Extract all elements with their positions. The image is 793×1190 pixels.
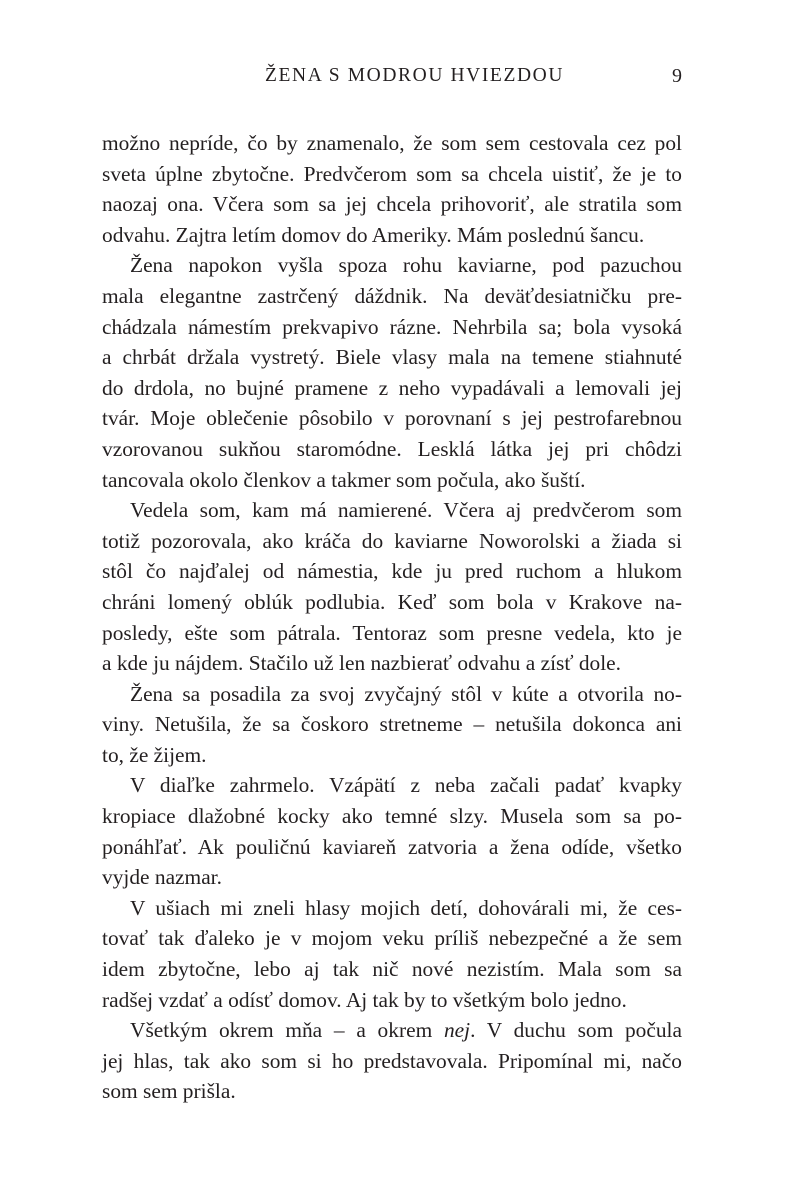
text-line: tvár. Moje oblečenie pôsobilo v porovnaní s jej pestrofarebnou	[102, 406, 682, 431]
text-line: vyjde nazmar.	[102, 865, 222, 890]
paragraph-4	[102, 679, 682, 771]
running-title: ŽENA S MODROU HVIEZDOU	[265, 65, 564, 86]
body-text	[102, 128, 682, 1107]
paragraph-5	[102, 770, 682, 892]
text-line: mala elegantne zastrčený dáždnik. Na deväťdesiatničku pre-	[102, 283, 682, 308]
text-line: chádzala námestím prekvapivo rázne. Nehrbila sa; bola vysoká	[102, 314, 682, 339]
text-line: jej hlas, tak ako som si ho predstavovala. Pripomínal mi, načo	[102, 1048, 682, 1073]
text-line: V ušiach mi zneli hlasy mojich detí, dohovárali mi, že ces-	[130, 895, 682, 920]
text-line: kropiace dlažobné kocky ako temné slzy. Musela som sa po-	[102, 804, 682, 829]
text-line: sveta úplne zbytočne. Predvčerom som sa chcela uistiť, že je to	[102, 161, 682, 186]
text-line: odvahu. Zajtra letím domov do Ameriky. Mám poslednú šancu.	[102, 222, 645, 247]
paragraph-7	[102, 1015, 682, 1107]
page-number: 9	[672, 65, 682, 87]
text-line: tovať tak ďaleko je v mojom veku príliš nebezpečné a že sem	[102, 926, 682, 951]
text-line: Žena sa posadila za svoj zvyčajný stôl v kúte a otvorila no-	[130, 681, 682, 706]
paragraph-6	[102, 893, 682, 1015]
paragraph-3	[102, 495, 682, 679]
text-line: možno nepríde, čo by znamenalo, že som sem cestovala cez pol	[102, 131, 682, 155]
text-line	[102, 1015, 682, 1046]
text-line: stôl čo najďalej od námestia, kde ju pred ruchom a hlukom	[102, 559, 682, 584]
paragraph-2	[102, 250, 682, 495]
text-line: som sem prišla.	[102, 1079, 236, 1104]
text-line: to, že žijem.	[102, 742, 207, 767]
text-segment: . V duchu som počula	[470, 1018, 682, 1043]
text-line: a kde ju nájdem. Stačilo už len nazbierať odvahu a zísť dole.	[102, 651, 621, 676]
text-line: vzorovanou sukňou staromódne. Lesklá látka jej pri chôdzi	[102, 436, 682, 461]
text-line: Vedela som, kam má namierené. Včera aj predvčerom som	[130, 498, 682, 523]
text-line: totiž pozorovala, ako kráča do kaviarne Noworolski a žiada si	[102, 528, 682, 553]
text-line: viny. Netušila, že sa čoskoro stretneme – netušila dokonca ani	[102, 712, 682, 737]
text-line: do drdola, no bujné pramene z neho vypadávali a lemovali jej	[102, 375, 682, 400]
running-head	[102, 62, 682, 90]
text-line: idem zbytočne, lebo aj tak nič nové nezistím. Mala som sa	[102, 957, 682, 982]
text-line: ponáhľať. Ak pouličnú kaviareň zatvoria a žena odíde, všetko	[102, 834, 682, 859]
text-line: chráni lomený oblúk podlubia. Keď som bola v Krakove na-	[102, 589, 682, 614]
text-segment: Všetkým okrem mňa – a okrem	[130, 1018, 444, 1043]
text-line: radšej vzdať a odísť domov. Aj tak by to všetkým bolo jedno.	[102, 987, 627, 1012]
text-line: Žena napokon vyšla spoza rohu kaviarne, pod pazuchou	[130, 253, 682, 278]
italic-word: nej	[443, 1018, 471, 1043]
text-line: tancovala okolo členkov a takmer som počula, ako šuští.	[102, 467, 586, 492]
text-line: naozaj ona. Včera som sa jej chcela prihovoriť, ale stratila som	[102, 192, 682, 217]
text-line: posledy, ešte som pátrala. Tentoraz som presne vedela, kto je	[102, 620, 682, 645]
text-line: V diaľke zahrmelo. Vzápätí z neba začali padať kvapky	[130, 773, 682, 798]
paragraph-1	[102, 128, 682, 250]
text-line: a chrbát držala vystretý. Biele vlasy mala na temene stiahnuté	[102, 345, 682, 370]
